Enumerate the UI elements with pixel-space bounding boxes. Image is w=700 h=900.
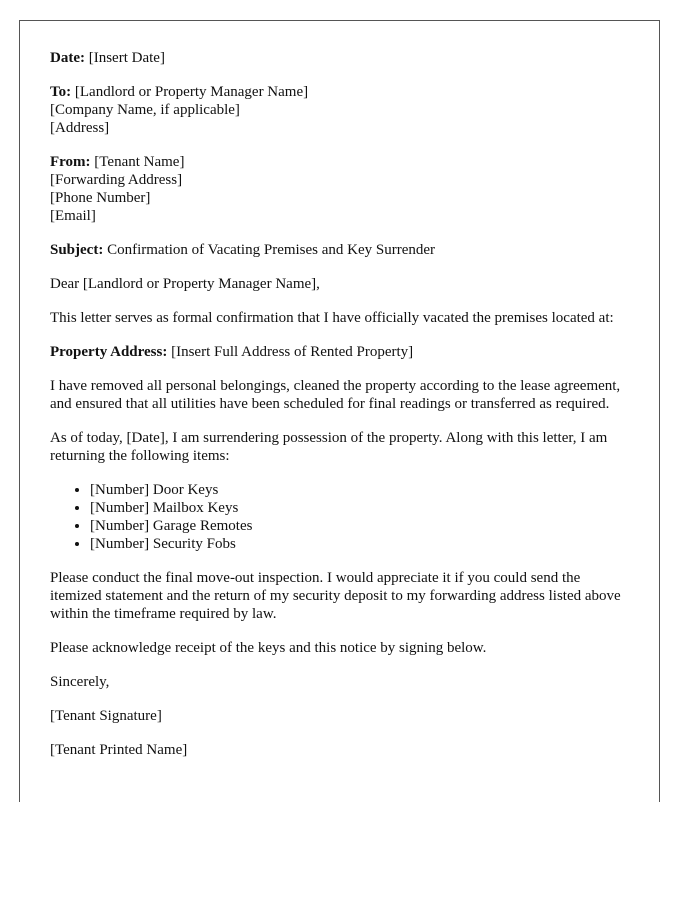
paragraph-belongings: I have removed all personal belongings, cleaned the property according to the lease agreement, and ensured that all utilities have been scheduled for final readings or transferred as required.	[50, 378, 621, 412]
letter-content	[50, 49, 635, 775]
property-address-label: Property Address:	[50, 344, 168, 360]
list-item: • [Number] Mailbox Keys	[90, 499, 635, 517]
letter-page	[19, 20, 660, 802]
property-address-line	[50, 343, 635, 361]
date-value: [Insert Date]	[88, 50, 165, 66]
sender-phone: [Phone Number]	[50, 190, 151, 206]
date-line	[50, 49, 635, 67]
sender-block	[50, 153, 635, 225]
paragraph-acknowledge: Please acknowledge receipt of the keys and this notice by signing below.	[50, 640, 487, 656]
from-label: From:	[50, 154, 91, 170]
subject-value: Confirmation of Vacating Premises and Key Surrender	[107, 242, 436, 258]
sender-name: [Tenant Name]	[94, 154, 185, 170]
list-item: • [Number] Garage Remotes	[90, 517, 635, 535]
sender-address: [Forwarding Address]	[50, 172, 183, 188]
returned-items-list	[50, 481, 635, 553]
closing: Sincerely,	[50, 674, 110, 690]
list-item: • [Number] Security Fobs	[90, 535, 635, 553]
tenant-signature: [Tenant Signature]	[50, 708, 162, 724]
paragraph-vacated: This letter serves as formal confirmation that I have officially vacated the premises located at:	[50, 310, 614, 326]
date-label: Date:	[50, 50, 85, 66]
paragraph-inspection: Please conduct the final move-out inspection. I would appreciate it if you could send the itemized statement and the return of my security deposit to my forwarding address listed above within the timeframe required by law.	[50, 570, 621, 622]
recipient-name-line	[50, 83, 635, 101]
list-item: • [Number] Door Keys	[90, 481, 635, 499]
salutation: Dear [Landlord or Property Manager Name],	[50, 276, 320, 292]
paragraph-surrender: As of today, [Date], I am surrendering possession of the property. Along with this letter, I am returning the following items:	[50, 430, 608, 464]
recipient-address: [Address]	[50, 120, 110, 136]
to-label: To:	[50, 84, 72, 100]
tenant-printed-name: [Tenant Printed Name]	[50, 742, 188, 758]
sender-name-line	[50, 153, 635, 171]
property-address-value: [Insert Full Address of Rented Property]	[171, 344, 414, 360]
recipient-name: [Landlord or Property Manager Name]	[74, 84, 309, 100]
recipient-block	[50, 83, 635, 137]
subject-label: Subject:	[50, 242, 104, 258]
sender-email: [Email]	[50, 208, 96, 224]
recipient-company: [Company Name, if applicable]	[50, 102, 240, 118]
subject-line	[50, 241, 635, 259]
